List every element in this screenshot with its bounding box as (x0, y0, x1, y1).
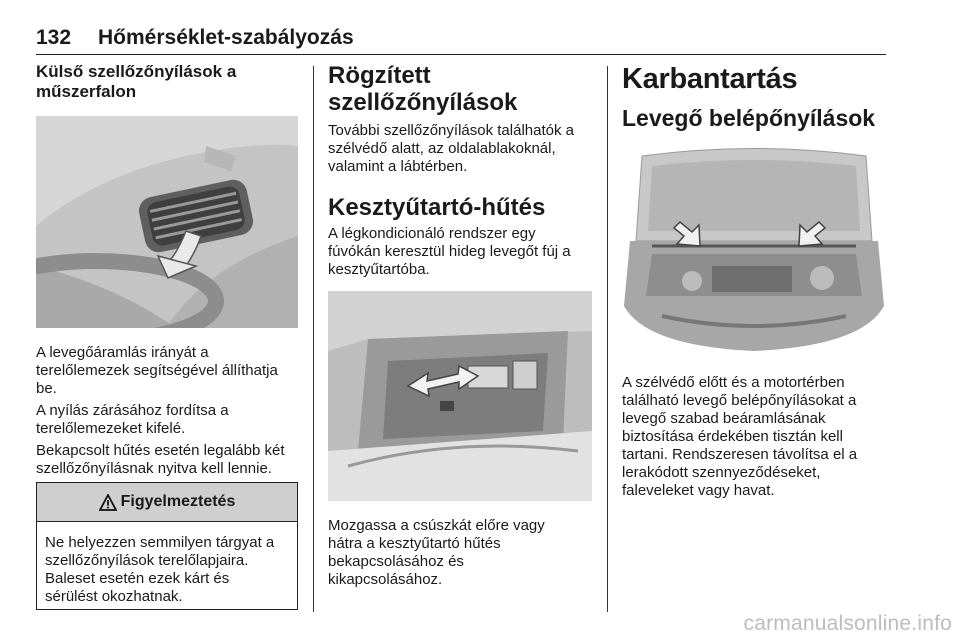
chapter-heading: Karbantartás (622, 63, 798, 95)
paragraph: Bekapcsolt hűtés esetén legalább két szellőzőnyílásnak nyitva kell lennie. (36, 442, 285, 477)
page-header (36, 26, 886, 55)
warning-text: Ne helyezzen semmilyen tárgyat a szellőzőnyílások terelőlapjaira. Baleset esetén ezek kárt és sérülést okozhatnak. (45, 534, 275, 605)
column-left (36, 62, 298, 478)
column-middle (328, 62, 592, 589)
glovebox-slider-illustration (328, 291, 592, 501)
page-number: 132 (36, 26, 72, 49)
column-divider (313, 66, 314, 612)
section-heading: Kesztyűtartó-hűtés (328, 194, 546, 221)
dashboard-vent-illustration (36, 116, 298, 328)
paragraph: A nyílás zárásához fordítsa a terelőlemezeket kifelé. (36, 402, 229, 437)
paragraph: A levegőáramlás irányát a terelőlemezek segítségével állíthatja be. (36, 344, 278, 397)
paragraph: A szélvédő előtt és a motortérben található levegő belépőnyílásokat a levegő szabad beáramlásának biztosítása érdekében tisztán kell tartani. Rendszeresen távolítsa el a lerakódott szennyeződéseket, faleveleket vagy havat. (622, 374, 858, 499)
engine-bay-icon (622, 146, 886, 358)
section-heading: Rögzített szellőzőnyílások (328, 62, 518, 116)
column-divider (607, 66, 608, 612)
warning-header (37, 483, 297, 522)
section-heading: Külső szellőzőnyílások a műszerfalon (36, 62, 237, 101)
engine-bay-illustration (622, 146, 886, 358)
watermark: carmanualsonline.info (743, 612, 952, 635)
glovebox-icon (328, 291, 592, 501)
warning-box (36, 482, 298, 610)
dashboard-vent-icon (36, 116, 298, 328)
section-heading: Levegő belépőnyílások (622, 105, 876, 131)
paragraph-group (36, 344, 298, 478)
paragraph: További szellőzőnyílások találhatók a szélvédő alatt, az oldalablakoknál, valamint a lábtérben. (328, 122, 574, 175)
chapter-title: Hőmérséklet-szabályozás (98, 26, 354, 49)
warning-triangle-icon (99, 494, 117, 511)
paragraph: A légkondicionáló rendszer egy fúvókán keresztül hideg levegőt fúj a kesztyűtartóba. (328, 225, 571, 278)
column-right (622, 62, 886, 500)
warning-title: Figyelmeztetés (120, 493, 236, 510)
paragraph: Mozgassa a csúszkát előre vagy hátra a kesztyűtartó hűtés bekapcsolásához és kikapcsolásához. (328, 517, 545, 588)
